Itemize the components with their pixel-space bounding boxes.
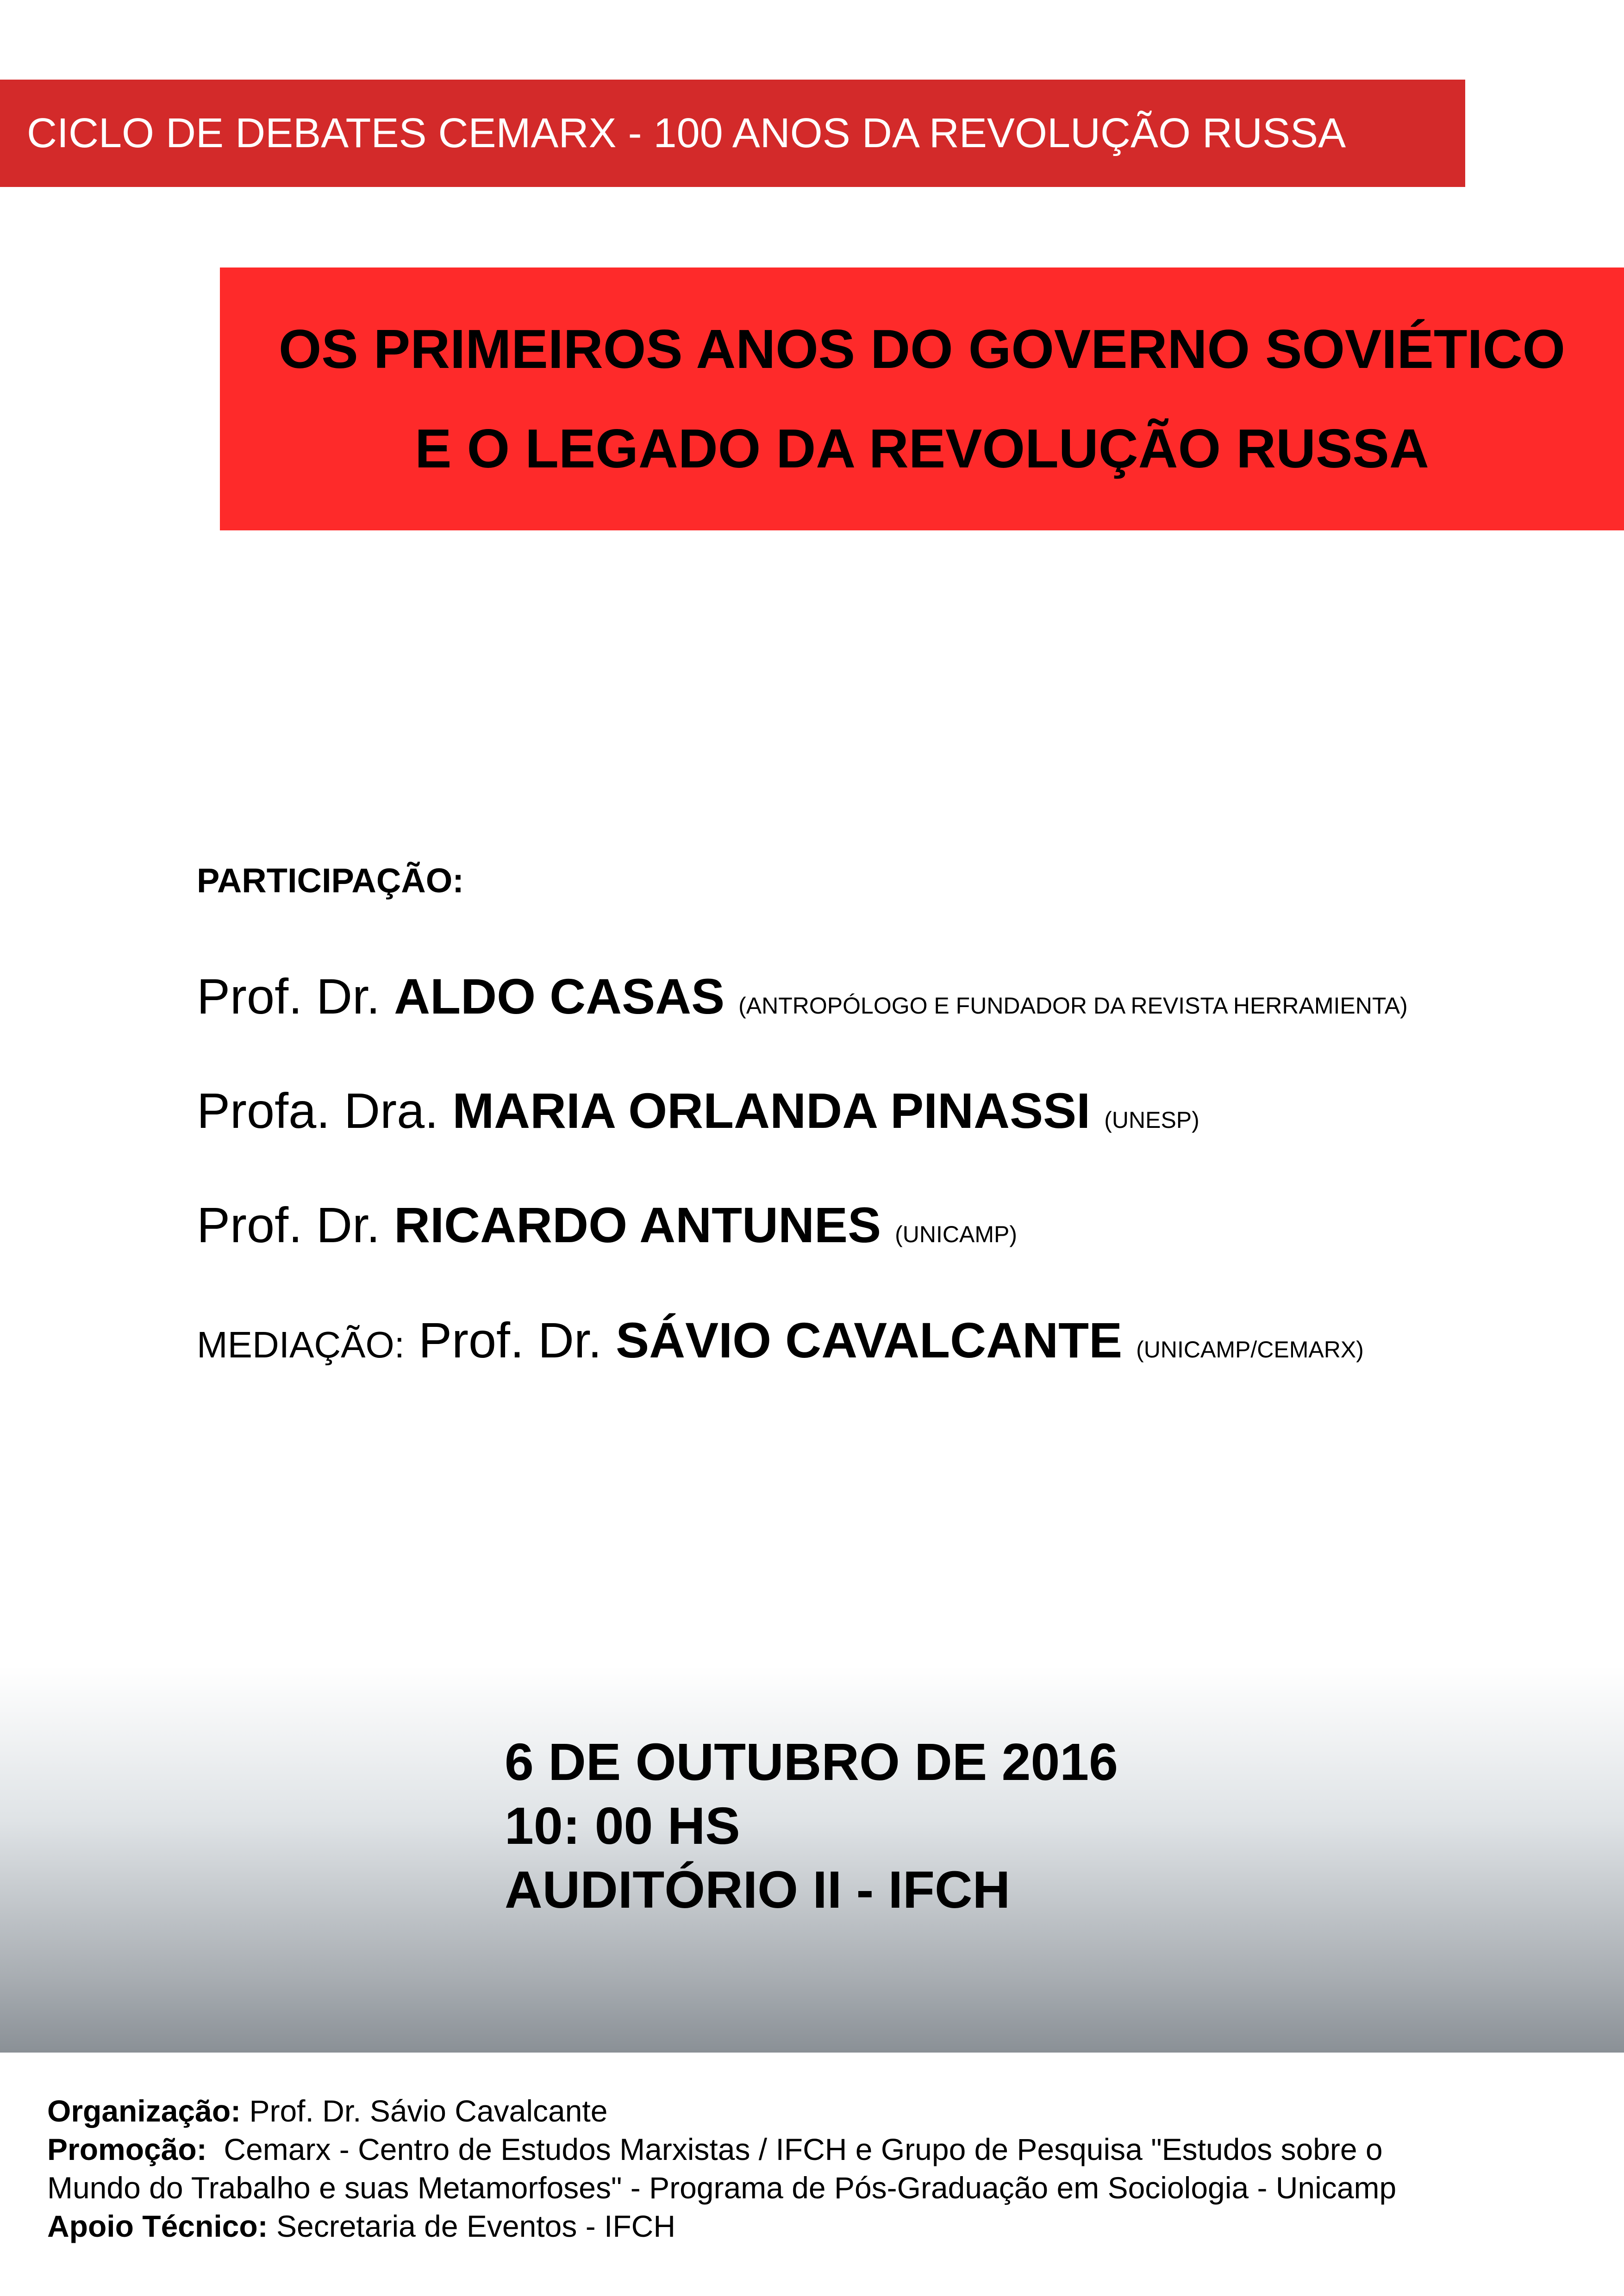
promocao-value-line1: Cemarx - Centro de Estudos Marxistas / IFCH e Grupo de Pesquisa "Estudos sobre o xyxy=(224,2132,1383,2166)
mediator-title: Prof. Dr. xyxy=(418,1312,602,1368)
organizacao-value: Prof. Dr. Sávio Cavalcante xyxy=(249,2094,608,2128)
event-location: AUDITÓRIO II - IFCH xyxy=(505,1860,1011,1919)
speaker-row xyxy=(197,1195,1017,1264)
speaker-affiliation: (UNICAMP) xyxy=(895,1221,1017,1247)
speaker-affiliation: (UNESP) xyxy=(1104,1107,1199,1133)
credits xyxy=(47,2092,1575,2246)
title-line-2: E O LEGADO DA REVOLUÇÃO RUSSA xyxy=(415,418,1429,479)
event-time: 10: 00 HS xyxy=(505,1797,740,1855)
organizacao-label: Organização: xyxy=(47,2094,241,2128)
mediator-affiliation: (UNICAMP/CEMARX) xyxy=(1136,1337,1364,1363)
credits-promocao xyxy=(47,2130,1575,2169)
participation-heading: PARTICIPAÇÃO: xyxy=(197,861,464,900)
speaker-title: Prof. Dr. xyxy=(197,1197,381,1253)
credits-apoio xyxy=(47,2207,1575,2246)
apoio-label: Apoio Técnico: xyxy=(47,2209,268,2243)
speaker-name: MARIA ORLANDA PINASSI xyxy=(452,1083,1091,1139)
event-info xyxy=(505,1730,1118,1922)
promocao-label: Promoção: xyxy=(47,2132,207,2166)
speaker-name: ALDO CASAS xyxy=(394,968,725,1024)
credits-promocao-cont xyxy=(47,2169,1575,2207)
series-banner xyxy=(0,80,1465,187)
series-banner-text: CICLO DE DEBATES CEMARX - 100 ANOS DA REVOLUÇÃO RUSSA xyxy=(27,110,1346,156)
mediator-name: SÁVIO CAVALCANTE xyxy=(616,1312,1123,1368)
title-line-1: OS PRIMEIROS ANOS DO GOVERNO SOVIÉTICO xyxy=(278,318,1566,380)
speaker-title: Prof. Dr. xyxy=(197,968,381,1024)
speaker-row xyxy=(197,966,1408,1036)
speaker-name: RICARDO ANTUNES xyxy=(394,1197,881,1253)
title-box xyxy=(220,268,1624,530)
apoio-value: Secretaria de Eventos - IFCH xyxy=(276,2209,676,2243)
speaker-row xyxy=(197,1081,1199,1150)
credits-organizacao xyxy=(47,2092,1575,2130)
event-date: 6 DE OUTUBRO DE 2016 xyxy=(505,1733,1118,1791)
speaker-title: Profa. Dra. xyxy=(197,1083,439,1139)
mediation-label: MEDIAÇÃO: xyxy=(197,1324,405,1365)
promocao-value-line2: Mundo do Trabalho e suas Metamorfoses" - Programa de Pós-Graduação em Sociologia - Unicamp xyxy=(47,2171,1397,2205)
speaker-affiliation: (ANTROPÓLOGO E FUNDADOR DA REVISTA HERRAMIENTA) xyxy=(738,993,1408,1019)
mediation-row xyxy=(197,1310,1364,1380)
